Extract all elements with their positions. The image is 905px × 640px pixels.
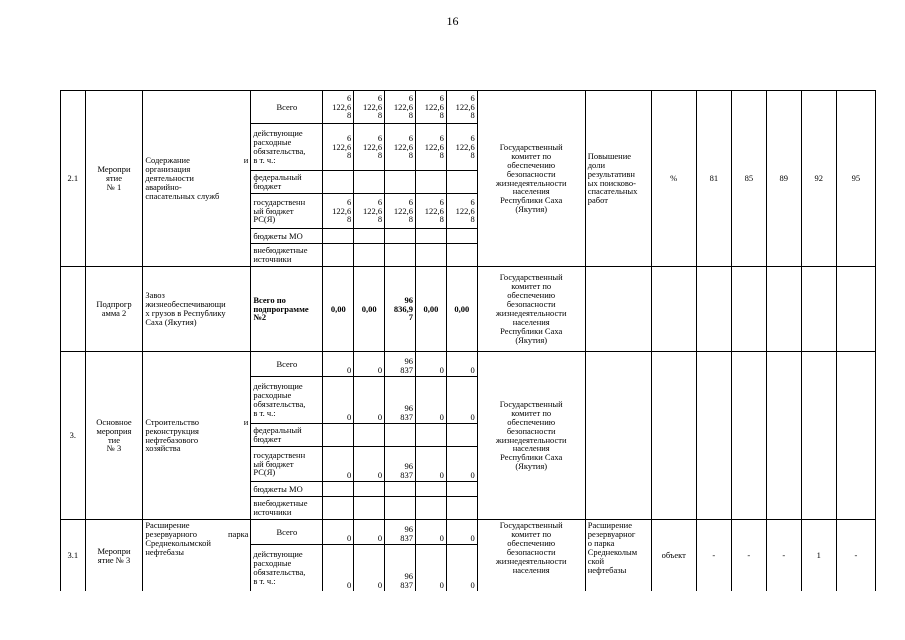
- amount-cell: [354, 229, 385, 244]
- amount-cell: 96 837: [385, 447, 416, 482]
- amount-cell: 0: [323, 352, 354, 377]
- target-value: [766, 267, 801, 352]
- amount-cell: [415, 229, 446, 244]
- amount-cell: [415, 171, 446, 194]
- amount-cell: [323, 171, 354, 194]
- amount-cell: 6 122,6 8: [446, 91, 477, 124]
- amount-cell: [385, 244, 416, 267]
- amount-cell: 0: [354, 447, 385, 482]
- amount-cell: [446, 424, 477, 447]
- page-number: 16: [446, 14, 459, 28]
- amount-cell: [323, 482, 354, 497]
- amount-cell: 6 122,6 8: [385, 124, 416, 171]
- target-value: [801, 352, 836, 520]
- amount-cell: 6 122,6 8: [415, 194, 446, 229]
- unit: объект: [651, 520, 696, 592]
- target-value: -: [696, 520, 731, 592]
- amount-cell: [354, 171, 385, 194]
- item-description: Расширение резервуарного парка Среднеколымской нефтебазы: [143, 520, 251, 592]
- amount-cell: [323, 497, 354, 520]
- row-2-1-total: [61, 91, 876, 124]
- amount-cell: [323, 244, 354, 267]
- amount-cell: [415, 497, 446, 520]
- amount-cell: 0,00: [323, 267, 354, 352]
- amount-cell: 0: [446, 352, 477, 377]
- funding-label: действующие расходные обязательства, в т. ч.:: [251, 377, 323, 424]
- amount-cell: 96 836,9 7: [385, 267, 416, 352]
- amount-cell: 0,00: [446, 267, 477, 352]
- amount-cell: [446, 497, 477, 520]
- funding-label: государственн ый бюджет РС(Я): [251, 194, 323, 229]
- funding-label: действующие расходные обязательства, в т. ч.:: [251, 545, 323, 592]
- amount-cell: 0: [415, 545, 446, 592]
- amount-cell: 6 122,6 8: [446, 194, 477, 229]
- funding-label: внебюджетные источники: [251, 244, 323, 267]
- unit: [651, 352, 696, 520]
- indicator: Расширение резервуарног о парка Среднеколым ской нефтебазы: [585, 520, 651, 592]
- amount-cell: 0: [415, 447, 446, 482]
- row-number: 2.1: [61, 91, 86, 267]
- amount-cell: [323, 424, 354, 447]
- amount-cell: [385, 482, 416, 497]
- unit: %: [651, 91, 696, 267]
- amount-cell: 0: [323, 447, 354, 482]
- target-value: -: [766, 520, 801, 592]
- funding-label: федеральный бюджет: [251, 171, 323, 194]
- amount-cell: 6 122,6 8: [354, 194, 385, 229]
- target-value: 95: [836, 91, 875, 267]
- row-3-total: [61, 352, 876, 377]
- funding-label: Всего по подпрограмме №2: [251, 267, 323, 352]
- item-name: Основное мероприя тие № 3: [85, 352, 143, 520]
- row-number: [61, 267, 86, 352]
- amount-cell: 0: [354, 545, 385, 592]
- funding-label: государственн ый бюджет РС(Я): [251, 447, 323, 482]
- amount-cell: [415, 482, 446, 497]
- amount-cell: [385, 171, 416, 194]
- program-table: [60, 90, 876, 591]
- amount-cell: [415, 244, 446, 267]
- target-value: -: [731, 520, 766, 592]
- amount-cell: 0: [354, 352, 385, 377]
- amount-cell: 0: [354, 520, 385, 545]
- amount-cell: [415, 424, 446, 447]
- target-value: [801, 267, 836, 352]
- amount-cell: [385, 424, 416, 447]
- amount-cell: 0: [323, 520, 354, 545]
- target-value: [836, 267, 875, 352]
- row-subprogram-2: [61, 267, 876, 352]
- amount-cell: 0: [415, 520, 446, 545]
- amount-cell: [385, 229, 416, 244]
- row-number: 3.1: [61, 520, 86, 592]
- amount-cell: 6 122,6 8: [354, 124, 385, 171]
- target-value: [696, 267, 731, 352]
- amount-cell: 96 837: [385, 545, 416, 592]
- target-value: 92: [801, 91, 836, 267]
- funding-label: Всего: [251, 352, 323, 377]
- target-value: 81: [696, 91, 731, 267]
- amount-cell: 6 122,6 8: [323, 91, 354, 124]
- funding-label: действующие расходные обязательства, в т. ч.:: [251, 124, 323, 171]
- executor: Государственный комитет по обеспечению безопасности жизнедеятельности населения Республики Саха (Якутия): [477, 267, 585, 352]
- funding-label: Всего: [251, 91, 323, 124]
- target-value: [836, 352, 875, 520]
- amount-cell: 96 837: [385, 377, 416, 424]
- amount-cell: 0: [446, 377, 477, 424]
- amount-cell: 0: [354, 377, 385, 424]
- amount-cell: [446, 482, 477, 497]
- indicator: [585, 352, 651, 520]
- amount-cell: 0: [415, 352, 446, 377]
- amount-cell: 0,00: [415, 267, 446, 352]
- executor: Государственный комитет по обеспечению безопасности жизнедеятельности населения Республики Саха (Якутия): [477, 91, 585, 267]
- item-description: Завоз жизнеобеспечивающи х грузов в Республику Саха (Якутия): [143, 267, 251, 352]
- executor: Государственный комитет по обеспечению безопасности жизнедеятельности населения Республики Саха (Якутия): [477, 352, 585, 520]
- amount-cell: 0: [446, 447, 477, 482]
- amount-cell: 0: [415, 377, 446, 424]
- item-description: Строительство и реконструкция нефтебазового хозяйства: [143, 352, 251, 520]
- amount-cell: 0,00: [354, 267, 385, 352]
- indicator: [585, 267, 651, 352]
- amount-cell: [446, 244, 477, 267]
- amount-cell: 6 122,6 8: [323, 124, 354, 171]
- amount-cell: 0: [446, 545, 477, 592]
- amount-cell: [385, 497, 416, 520]
- amount-cell: 6 122,6 8: [323, 194, 354, 229]
- amount-cell: 6 122,6 8: [354, 91, 385, 124]
- target-value: [766, 352, 801, 520]
- amount-cell: 6 122,6 8: [385, 194, 416, 229]
- amount-cell: 6 122,6 8: [415, 124, 446, 171]
- amount-cell: 0: [446, 520, 477, 545]
- amount-cell: [446, 229, 477, 244]
- target-value: 85: [731, 91, 766, 267]
- amount-cell: 6 122,6 8: [385, 91, 416, 124]
- funding-label: федеральный бюджет: [251, 424, 323, 447]
- amount-cell: [446, 171, 477, 194]
- amount-cell: [323, 229, 354, 244]
- amount-cell: [354, 482, 385, 497]
- executor: Государственный комитет по обеспечению безопасности жизнедеятельности населения: [477, 520, 585, 592]
- item-name: Меропри ятие № 1: [85, 91, 143, 267]
- target-value: 89: [766, 91, 801, 267]
- row-number: 3.: [61, 352, 86, 520]
- target-value: -: [836, 520, 875, 592]
- amount-cell: [354, 244, 385, 267]
- amount-cell: [354, 497, 385, 520]
- funding-label: бюджеты МО: [251, 229, 323, 244]
- funding-label: Всего: [251, 520, 323, 545]
- row-3-1-total: [61, 520, 876, 545]
- funding-label: внебюджетные источники: [251, 497, 323, 520]
- amount-cell: 0: [323, 545, 354, 592]
- amount-cell: 96 837: [385, 352, 416, 377]
- target-value: [731, 267, 766, 352]
- item-description: Содержание и организация деятельности аварийно- спасательных служб: [143, 91, 251, 267]
- target-value: [731, 352, 766, 520]
- amount-cell: 96 837: [385, 520, 416, 545]
- amount-cell: 0: [323, 377, 354, 424]
- target-value: 1: [801, 520, 836, 592]
- indicator: Повышение доли результативн ых поисково- спасательных работ: [585, 91, 651, 267]
- unit: [651, 267, 696, 352]
- funding-label: бюджеты МО: [251, 482, 323, 497]
- amount-cell: 6 122,6 8: [415, 91, 446, 124]
- amount-cell: 6 122,6 8: [446, 124, 477, 171]
- item-name: Меропри ятие № 3: [85, 520, 143, 592]
- amount-cell: [354, 424, 385, 447]
- item-name: Подпрогр амма 2: [85, 267, 143, 352]
- target-value: [696, 352, 731, 520]
